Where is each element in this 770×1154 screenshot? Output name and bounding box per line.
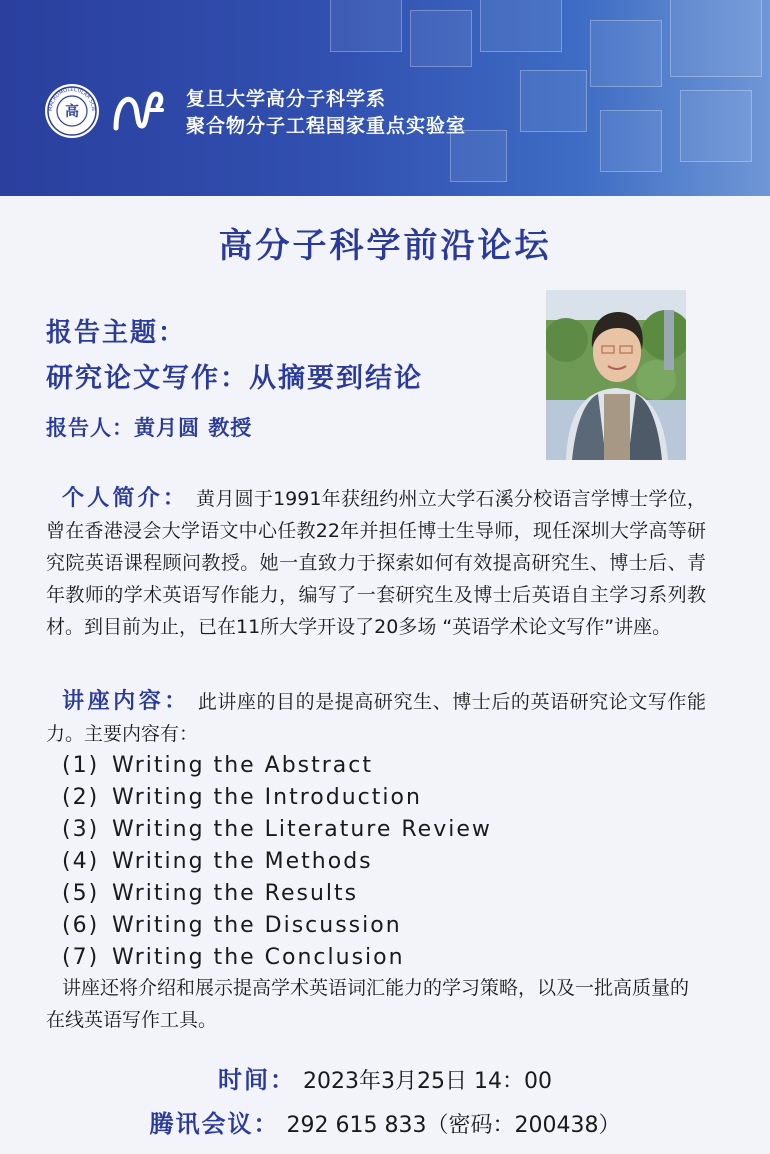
list-item-text: Writing the Abstract — [112, 753, 374, 778]
department-logo-icon — [112, 84, 166, 136]
university-seal-icon — [44, 83, 100, 139]
speaker-name: 报告人：黄月圆 教授 — [46, 416, 253, 440]
list-item-text: Writing the Discussion — [112, 913, 402, 938]
list-item-number: (4) — [62, 849, 100, 874]
list-item — [62, 910, 492, 942]
speaker-photo — [546, 290, 686, 460]
list-item-number: (1) — [62, 753, 100, 778]
time-label: 时间： — [218, 1066, 297, 1094]
list-item-number: (6) — [62, 913, 100, 938]
org-name-line1: 复旦大学高分子科学系 — [186, 88, 387, 110]
list-item — [62, 942, 492, 974]
lecture-topic-list — [62, 750, 492, 974]
list-item-text: Writing the Results — [112, 881, 359, 906]
list-item-text: Writing the Conclusion — [112, 945, 405, 970]
meeting-row — [0, 1104, 770, 1139]
list-item-number: (2) — [62, 785, 100, 810]
lecture-paragraph — [46, 686, 706, 750]
list-item-text: Writing the Introduction — [112, 785, 422, 810]
lecture-intro: 此讲座的目的是提高研究生、博士后的英语研究论文写作能力。主要内容有： — [46, 691, 706, 745]
meeting-label: 腾讯会议： — [149, 1110, 280, 1138]
list-item — [62, 846, 492, 878]
list-item — [62, 750, 492, 782]
header-banner — [0, 0, 770, 196]
list-item-number: (5) — [62, 881, 100, 906]
list-item — [62, 782, 492, 814]
org-name-line2: 聚合物分子工程国家重点实验室 — [186, 115, 467, 137]
time-value: 2023年3月25日 14：00 — [303, 1069, 552, 1094]
list-item — [62, 878, 492, 910]
time-row — [0, 1060, 770, 1095]
list-item-text: Writing the Literature Review — [112, 817, 492, 842]
meeting-value: 292 615 833（密码：200438） — [286, 1113, 621, 1138]
list-item-number: (3) — [62, 817, 100, 842]
seal-ring-text: MACROMOLECULAR SCIE — [47, 86, 97, 112]
seal-center-glyph: 高 — [65, 104, 79, 120]
lecture-heading: 讲座内容： — [62, 689, 190, 714]
talk-topic: 研究论文写作：从摘要到结论 — [46, 363, 423, 394]
list-item-text: Writing the Methods — [112, 849, 373, 874]
list-item-number: (7) — [62, 945, 100, 970]
list-item — [62, 814, 492, 846]
lecture-closing: 讲座还将介绍和展示提高学术英语词汇能力的学习策略，以及一批高质量的在线英语写作工具。 — [46, 977, 690, 1031]
forum-title: 高分子科学前沿论坛 — [218, 226, 552, 266]
bio-heading: 个人简介： — [62, 486, 189, 511]
bio-text: 黄月圆于1991年获纽约州立大学石溪分校语言学博士学位，曾在香港浸会大学语文中心任教22年并担任博士生导师，现任深圳大学高等研究院英语课程顾问教授。她一直致力于探索如何有效提高研究生、博士后、青年教师的学术英语写作能力，编写了一套研究生及博士后英语自主学习系列教材。到目前为止，已在11所大学开设了20多场 “英语学术论文写作”讲座。 — [46, 488, 706, 638]
topic-label: 报告主题： — [46, 318, 187, 348]
bio-paragraph — [46, 483, 706, 643]
